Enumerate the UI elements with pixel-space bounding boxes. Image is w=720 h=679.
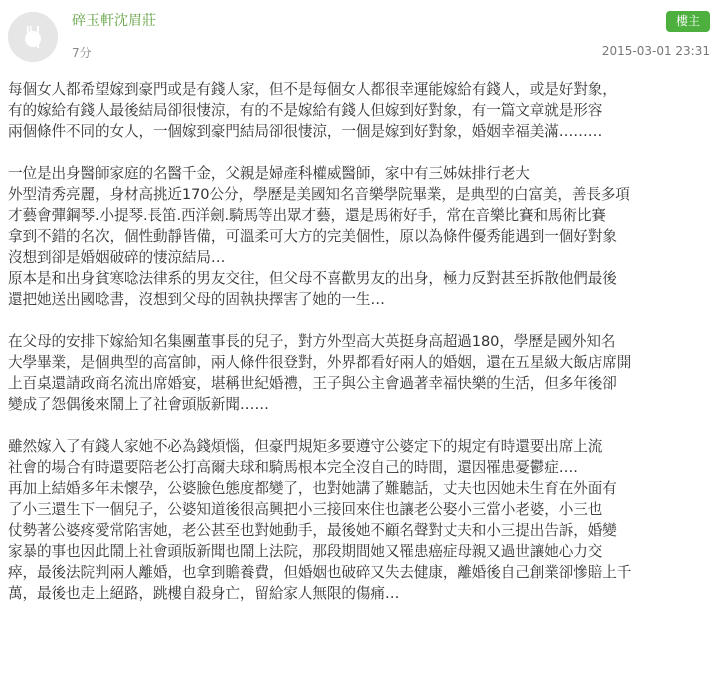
content-line: 變成了怨偶後來鬧上了社會頭版新聞…… [8, 396, 269, 413]
content-line: 上百桌還請政商名流出席婚宴，堪稱世紀婚禮，王子與公主會過著幸福快樂的生活，但多年後卻 [8, 375, 617, 392]
content-line: 雖然嫁入了有錢人家她不必為錢煩惱，但豪門規矩多要遵守公婆定下的規定有時還要出席上流 [8, 438, 603, 455]
content-line: 社會的場合有時還要陪老公打高爾夫球和騎馬根本完全沒自己的時間，還因罹患憂鬱症…. [8, 459, 578, 476]
content-line: 拿到不錯的名次，個性動靜皆備，可溫柔可大方的完美個性，原以為條件優秀能遇到一個好對象 [8, 228, 617, 245]
floor-badge: 樓主 [666, 11, 710, 32]
content-line: 沒想到卻是婚姻破碎的悽涼結局… [8, 249, 226, 266]
username-link[interactable]: 碎玉軒沈眉莊 [72, 13, 156, 29]
avatar[interactable] [8, 12, 58, 62]
content-line: 瘁，最後法院判兩人離婚，也拿到贍養費，但婚姻也破碎又失去健康，離婚後自己創業卻慘賠上千 [8, 564, 632, 581]
content-line: 才藝會彈鋼琴.小提琴.長笛.西洋劍.騎馬等出眾才藝，還是馬術好手，常在音樂比賽和馬術比賽 [8, 207, 606, 224]
paragraph-gap [8, 142, 713, 163]
content-line: 再加上結婚多年未懷孕，公婆臉色態度都變了，也對她講了難聽話，丈夫也因她未生育在外面有 [8, 480, 617, 497]
content-line: 還把她送出國唸書，沒想到父母的固執抉擇害了她的一生… [8, 291, 385, 308]
post-datetime: 2015-03-01 23:31 [601, 44, 710, 58]
paragraph-gap [8, 310, 713, 331]
content-line: 每個女人都希望嫁到豪門或是有錢人家，但不是每個女人都很幸運能嫁給有錢人，或是好對象， [8, 81, 617, 98]
content-line: 家暴的事也因此鬧上社會頭版新聞也鬧上法院，那段期間她又罹患癌症母親又過世讓她心力交 [8, 543, 603, 560]
post-header [0, 0, 720, 80]
content-line: 仗勢著公婆疼愛常陷害她，老公甚至也對她動手，最後她不顧名聲對丈夫和小三提出告訴，婚變 [8, 522, 617, 539]
content-line: 在父母的安排下嫁給知名集團董事長的兒子，對方外型高大英挺身高超過180，學歷是國外知名 [8, 333, 616, 350]
paragraph-gap [8, 415, 713, 436]
post-age: 7分 [72, 46, 92, 60]
content-line: 大學畢業，是個典型的高富帥，兩人條件很登對，外界都看好兩人的婚姻，還在五星級大飯店席開 [8, 354, 632, 371]
default-avatar-icon [8, 12, 58, 62]
content-line: 有的嫁給有錢人最後結局卻很悽涼，有的不是嫁給有錢人但嫁到好對象，有一篇文章就是形容 [8, 102, 603, 119]
content-line: 兩個條件不同的女人，一個嫁到豪門結局卻很悽涼，一個是嫁到好對象，婚姻幸福美滿……… [8, 123, 603, 140]
content-line: 一位是出身醫師家庭的名醫千金，父親是婦產科權威醫師，家中有三姊妹排行老大 [8, 165, 530, 182]
content-line: 了小三還生下一個兒子，公婆知道後很高興把小三接回來住也讓老公娶小三當小老婆，小三也 [8, 501, 603, 518]
content-line: 外型清秀亮麗，身材高挑近170公分，學歷是美國知名音樂學院畢業，是典型的白富美，善長多項 [8, 186, 630, 203]
content-line: 原本是和出身貧寒唸法律系的男友交往，但父母不喜歡男友的出身，極力反對甚至拆散他們最後 [8, 270, 617, 287]
content-line: 萬，最後也走上絕路，跳樓自殺身亡，留給家人無限的傷痛… [8, 585, 400, 602]
post-content [8, 79, 713, 604]
